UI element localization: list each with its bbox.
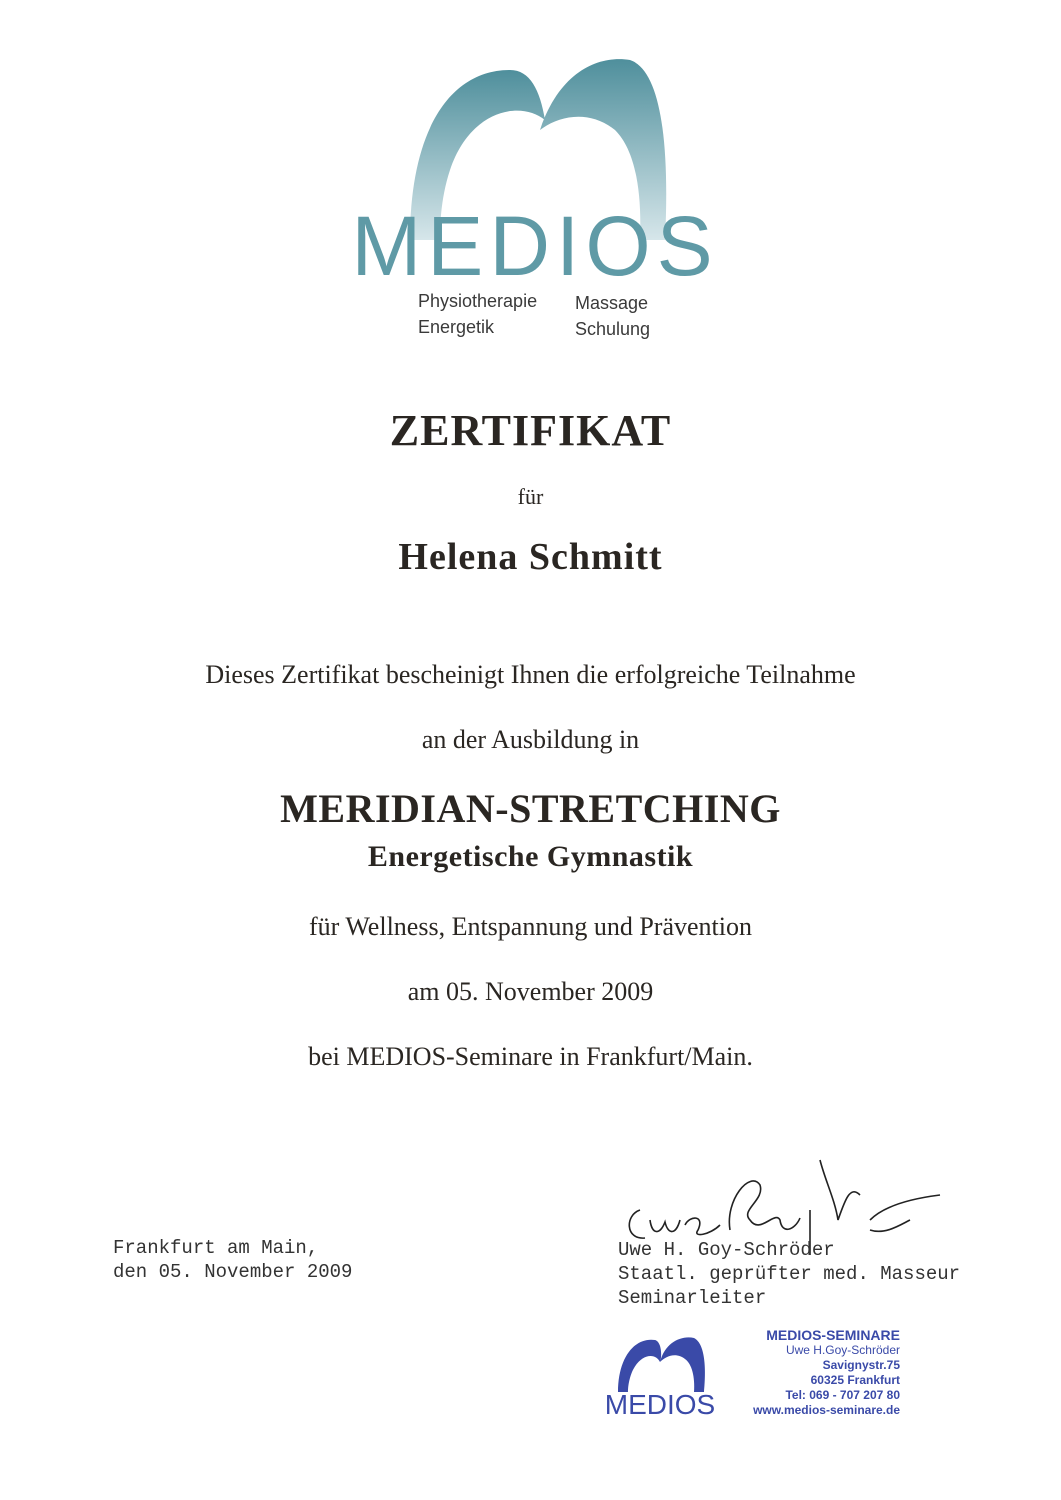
logo-wordmark: MEDIOS — [351, 199, 719, 293]
stamp-title: MEDIOS-SEMINARE — [766, 1327, 900, 1343]
stamp-name: Uwe H.Goy-Schröder — [785, 1343, 900, 1357]
medios-logo — [351, 40, 719, 350]
stamp-logo-word: MEDIOS — [604, 1389, 716, 1420]
stamp-logo-icon — [604, 1332, 716, 1422]
logo-tag-schulung: Schulung — [575, 319, 651, 339]
course-purpose: für Wellness, Entspannung und Prävention — [309, 912, 752, 941]
place-and-date — [113, 1236, 352, 1284]
stamp-street: Savignystr.75 — [822, 1358, 900, 1372]
course-title: MERIDIAN-STRETCHING — [280, 786, 781, 831]
signer-title: Staatl. geprüfter med. Masseur — [618, 1263, 961, 1285]
signer-name: Uwe H. Goy-Schröder — [618, 1239, 835, 1261]
stamp-city: 60325 Frankfurt — [810, 1373, 900, 1387]
medios-arch-logo-icon — [351, 40, 719, 293]
for-label: für — [517, 484, 544, 509]
statement-line-1: Dieses Zertifikat bescheinigt Ihnen die erfolgreiche Teilnahme — [205, 660, 856, 689]
course-subtitle: Energetische Gymnastik — [367, 840, 694, 873]
logo-tag-energetik: Energetik — [418, 317, 495, 337]
logo-tag-physiotherapie: Physiotherapie — [418, 291, 538, 311]
signer-block — [618, 1238, 960, 1310]
certificate-title: ZERTIFIKAT — [389, 406, 672, 455]
logo-tag-massage: Massage — [575, 293, 649, 313]
signer-role: Seminarleiter — [618, 1287, 767, 1309]
stamp-phone: Tel: 069 - 707 207 80 — [785, 1388, 900, 1402]
recipient-name: Helena Schmitt — [398, 536, 663, 578]
course-date: am 05. November 2009 — [407, 977, 654, 1006]
statement-line-2: an der Ausbildung in — [421, 725, 640, 754]
course-location: bei MEDIOS-Seminare in Frankfurt/Main. — [308, 1042, 753, 1071]
stamp-web: www.medios-seminare.de — [753, 1403, 900, 1417]
date-line: den 05. November 2009 — [113, 1261, 353, 1283]
seminar-stamp — [720, 1328, 900, 1418]
place-line: Frankfurt am Main, — [113, 1237, 319, 1259]
